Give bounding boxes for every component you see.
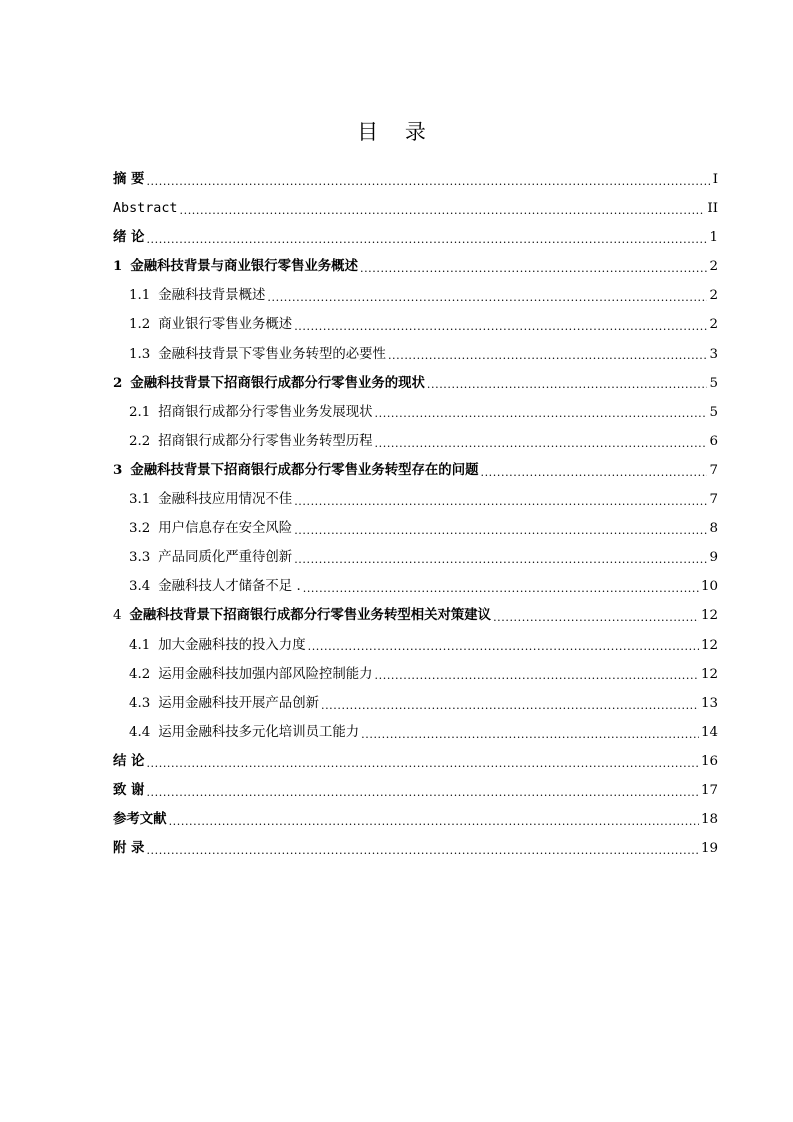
toc-entry-page: 1 (709, 230, 718, 246)
toc-entry-label: 商业银行零售业务概述 (158, 317, 293, 333)
dot-leader (360, 260, 708, 274)
toc-entry-page: 16 (700, 754, 718, 770)
toc-entry-page: 13 (700, 695, 718, 711)
toc-entry-page: 5 (709, 404, 718, 420)
toc-entry-introduction[interactable] (113, 223, 718, 252)
toc-entry-number: 1.1 (129, 288, 151, 304)
toc-entry-label: 运用金融科技多元化培训员工能力 (158, 724, 360, 740)
toc-entry-number: 4.4 (129, 724, 151, 740)
toc-entry-references[interactable] (113, 805, 718, 834)
dot-leader (375, 405, 708, 419)
toc-entry-label: 附 录 (113, 840, 145, 857)
toc-entry-page: 7 (709, 492, 718, 508)
toc-entry-label: 金融科技背景下招商银行成都分行零售业务转型存在的问题 (130, 461, 479, 478)
dot-leader (375, 435, 708, 449)
toc-entry-page: 18 (700, 812, 718, 828)
toc-entry-page: 5 (709, 375, 718, 391)
toc-entry-label: 产品同质化严重待创新 (158, 550, 293, 566)
toc-entry-label: 金融科技背景下招商银行成都分行零售业务的现状 (130, 374, 425, 391)
toc-entry-label: 参考文献 (113, 811, 167, 828)
dot-leader (427, 376, 708, 390)
toc-entry-number: 3.3 (129, 550, 151, 566)
dot-leader (146, 755, 699, 769)
toc-entry-section-1-1[interactable] (113, 281, 718, 310)
dot-leader (361, 726, 699, 740)
dot-leader (169, 813, 699, 827)
toc-entry-number: 1 (113, 258, 123, 275)
toc-entry-label: 金融科技应用情况不佳 (158, 492, 293, 508)
toc-entry-number: 4 (113, 608, 122, 624)
toc-entry-page: 2 (709, 259, 718, 275)
toc-entry-label: 摘 要 (113, 170, 145, 187)
dot-leader (480, 464, 707, 478)
toc-entry-page: 2 (709, 317, 718, 333)
toc-entry-number: 4.2 (129, 666, 151, 682)
toc-entry-page: 19 (700, 841, 718, 857)
toc-entry-label: 运用金融科技加强内部风险控制能力 (158, 666, 373, 682)
toc-entry-section-4-4[interactable] (113, 718, 718, 747)
dot-leader (388, 347, 708, 361)
toc-entry-label: 加大金融科技的投入力度 (158, 637, 306, 653)
toc-entry-appendix[interactable] (113, 835, 718, 864)
toc-entry-number: 3 (113, 461, 123, 478)
toc-entry-section-3-4[interactable] (113, 573, 718, 602)
toc-entry-chapter-2[interactable] (113, 369, 718, 398)
toc-entry-number: 3.2 (129, 521, 151, 537)
toc-entry-section-4-1[interactable] (113, 631, 718, 660)
dot-leader (146, 173, 710, 187)
dot-leader (294, 493, 707, 507)
toc-entry-page: 8 (709, 521, 718, 537)
dot-leader (375, 667, 699, 681)
toc-entry-page: 7 (709, 462, 718, 478)
dot-leader (146, 842, 699, 856)
dot-leader (321, 697, 699, 711)
toc-entry-number: 2 (113, 374, 123, 391)
dot-leader (294, 318, 707, 332)
toc-entry-section-4-2[interactable] (113, 660, 718, 689)
toc-entry-label: 招商银行成都分行零售业务转型历程 (158, 433, 373, 449)
toc-entry-number: 1.2 (129, 317, 151, 333)
toc-entry-page: 14 (700, 724, 718, 740)
dot-leader (303, 580, 699, 594)
dot-leader (267, 289, 707, 303)
toc-entry-number: 4.1 (129, 637, 151, 653)
toc-entry-chapter-4[interactable] (113, 602, 718, 631)
toc-entry-label: 绪 论 (113, 229, 145, 246)
toc-entry-page: 12 (700, 637, 718, 653)
toc-entry-label: 结 论 (113, 753, 145, 770)
toc-entry-section-1-2[interactable] (113, 311, 718, 340)
toc-entry-section-3-3[interactable] (113, 543, 718, 572)
toc-entry-abstract-cn[interactable] (113, 165, 718, 194)
toc-entry-label: 金融科技背景下招商银行成都分行零售业务转型相关对策建议 (129, 607, 492, 624)
toc-entry-number: 2.2 (129, 433, 151, 449)
toc-entry-section-3-1[interactable] (113, 485, 718, 514)
dot-leader (308, 638, 699, 652)
toc-entry-section-2-1[interactable] (113, 398, 718, 427)
toc-entry-label: 金融科技背景概述 (158, 288, 266, 304)
toc-entry-label: 招商银行成都分行零售业务发展现状 (158, 404, 373, 420)
toc-entry-section-1-3[interactable] (113, 340, 718, 369)
toc-entry-number: 1.3 (129, 346, 151, 362)
toc-entry-section-4-3[interactable] (113, 689, 718, 718)
toc-entry-section-2-2[interactable] (113, 427, 718, 456)
dot-leader (294, 551, 707, 565)
toc-title: 目 录 (357, 120, 436, 144)
toc-entry-page: 12 (700, 666, 718, 682)
toc-entry-page: I (712, 171, 718, 187)
toc-entry-conclusion[interactable] (113, 747, 718, 776)
toc-entry-label: 致 谢 (113, 782, 145, 799)
toc-entry-section-3-2[interactable] (113, 514, 718, 543)
toc-entry-page: 3 (709, 346, 718, 362)
toc-entry-page: 2 (709, 288, 718, 304)
toc-entry-label: 运用金融科技开展产品创新 (158, 695, 319, 711)
toc-entry-number: 4.3 (129, 695, 151, 711)
toc-entry-page: 17 (700, 783, 718, 799)
toc-entry-page: 6 (709, 433, 718, 449)
dot-leader (493, 609, 699, 623)
toc-entry-abstract-en[interactable] (113, 194, 718, 223)
toc-entry-number: 3.1 (129, 492, 151, 508)
toc-entry-chapter-3[interactable] (113, 456, 718, 485)
toc-entry-page: 10 (700, 579, 718, 595)
dot-leader (180, 202, 706, 216)
toc-entry-page: 12 (700, 608, 718, 624)
toc-entry-label: 金融科技背景与商业银行零售业务概述 (130, 258, 358, 275)
toc-entry-chapter-1[interactable] (113, 252, 718, 281)
toc-entry-page: 9 (709, 550, 718, 566)
toc-entry-number: 3.4 (129, 579, 151, 595)
toc-entry-acknowledgements[interactable] (113, 776, 718, 805)
dot-leader (146, 784, 699, 798)
toc-entry-label: 用户信息存在安全风险 (158, 521, 293, 537)
toc-entry-number: 2.1 (129, 404, 151, 420)
toc-entry-label: 金融科技背景下零售业务转型的必要性 (158, 346, 386, 362)
toc-entry-label: 金融科技人才储备不足 . (158, 579, 301, 595)
dot-leader (294, 522, 707, 536)
toc-entry-page: II (707, 200, 718, 216)
table-of-contents (113, 165, 718, 864)
toc-entry-label: Abstract (113, 200, 178, 216)
dot-leader (146, 231, 707, 245)
